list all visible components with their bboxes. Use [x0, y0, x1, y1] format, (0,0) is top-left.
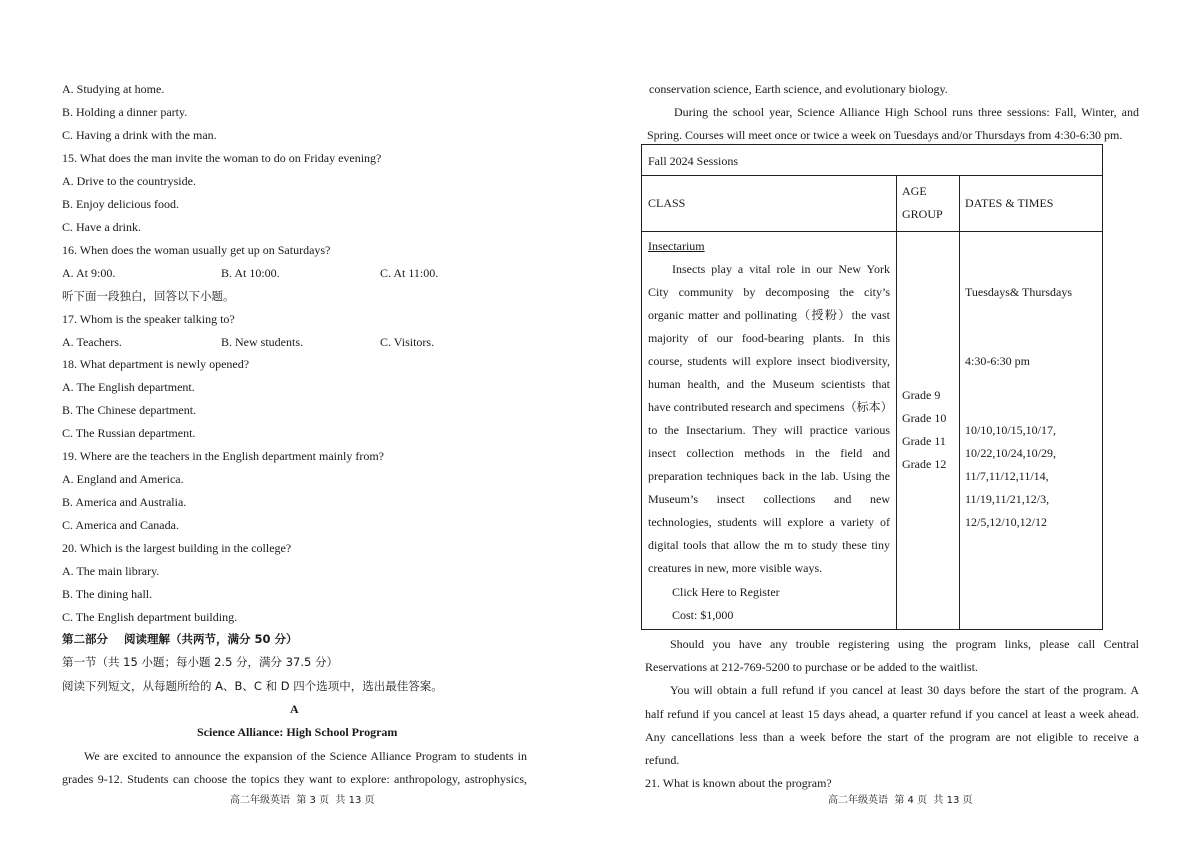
- q14-option-a: A. Studying at home.: [62, 82, 165, 96]
- class-desc-line: insect collection methods in the field and: [648, 446, 890, 460]
- sessions-table: [641, 144, 1103, 630]
- q15-option-c: C. Have a drink.: [62, 220, 141, 234]
- intro-continuation: conservation science, Earth science, and evolutionary biology.: [649, 82, 948, 96]
- class-desc-line: City community by decomposing the city’s: [648, 285, 890, 299]
- session-time: 4:30-6:30 pm: [965, 354, 1030, 368]
- class-desc-line: Museum’s insect collections and new: [648, 492, 890, 506]
- table-divider: [642, 175, 1102, 176]
- q20-option-b: B. The dining hall.: [62, 587, 153, 601]
- refund-line-1: You will obtain a full refund if you cancel at least 30 days before the start of the program. A: [670, 683, 1139, 697]
- q18-option-c: C. The Russian department.: [62, 426, 196, 440]
- q20-question: 20. Which is the largest building in the college?: [62, 541, 292, 555]
- q17-option-c: C. Visitors.: [380, 335, 435, 349]
- table-divider: [642, 231, 1102, 232]
- q19-option-a: A. England and America.: [62, 472, 184, 486]
- q15-question: 15. What does the man invite the woman to do on Friday evening?: [62, 151, 382, 165]
- refund-line-3: Any cancellations less than a week before the start of the program are not eligible to receive a: [645, 730, 1139, 744]
- q18-option-a: A. The English department.: [62, 380, 195, 394]
- register-link[interactable]: Click Here to Register: [672, 585, 780, 599]
- grade-item: Grade 10: [902, 411, 947, 425]
- section1-heading: 第一节（共 15 小题；每小题 2.5 分，满分 37.5 分）: [62, 655, 338, 669]
- header-dates-times: DATES & TIMES: [965, 196, 1054, 210]
- q14-option-c: C. Having a drink with the man.: [62, 128, 217, 142]
- class-desc-line: Insects play a vital role in our New York: [672, 262, 890, 276]
- trouble-line-1: Should you have any trouble registering using the program links, please call Central: [670, 637, 1139, 651]
- class-desc-line: digital tools that allow the m to study these tiny: [648, 538, 890, 552]
- q15-option-a: A. Drive to the countryside.: [62, 174, 196, 188]
- sessions-line-2: Spring. Courses will meet once or twice a week on Tuesdays and/or Thursdays from 4:30-6:30 pm.: [647, 128, 1123, 142]
- part2-heading: 第二部分 阅读理解（共两节，满分 50 分）: [62, 632, 298, 646]
- q18-option-b: B. The Chinese department.: [62, 403, 197, 417]
- header-class: CLASS: [648, 196, 686, 210]
- session-dates-line: 10/10,10/15,10/17,: [965, 423, 1057, 437]
- right-page: [600, 0, 1200, 861]
- refund-line-2: half refund if you cancel at least 15 days ahead, a quarter refund if you cancel at least a week ahead.: [645, 707, 1139, 721]
- grade-item: Grade 9: [902, 388, 941, 402]
- class-desc-line: majority of our food-bearing plants. In this: [648, 331, 890, 345]
- q14-option-b: B. Holding a dinner party.: [62, 105, 188, 119]
- session-dates-line: 10/22,10/24,10/29,: [965, 446, 1057, 460]
- header-group: GROUP: [902, 207, 943, 221]
- q18-question: 18. What department is newly opened?: [62, 357, 250, 371]
- session-dates-line: 11/7,11/12,11/14,: [965, 469, 1049, 483]
- q17-option-a: A. Teachers.: [62, 335, 122, 349]
- session-dates-line: 12/5,12/10,12/12: [965, 515, 1048, 529]
- q19-option-c: C. America and Canada.: [62, 518, 179, 532]
- q19-question: 19. Where are the teachers in the English department mainly from?: [62, 449, 384, 463]
- table-caption: Fall 2024 Sessions: [648, 154, 739, 168]
- session-days: Tuesdays& Thursdays: [965, 285, 1073, 299]
- grade-item: Grade 12: [902, 457, 947, 471]
- intro-line-2: grades 9-12. Students can choose the topics they want to explore: anthropology, astrophysics,: [62, 772, 527, 786]
- class-desc-line: preparation techniques back in the lab. Using the: [648, 469, 890, 483]
- class-cost: Cost: $1,000: [672, 608, 734, 622]
- class-desc-line: to the Insectarium. They will practice various: [648, 423, 890, 437]
- class-title: Insectarium: [648, 239, 705, 253]
- q16-option-c: C. At 11:00.: [380, 266, 439, 280]
- class-desc-line: technologies, students will explore a variety of: [648, 515, 890, 529]
- grade-item: Grade 11: [902, 434, 946, 448]
- class-desc-line: organic matter and pollinating（授粉）the vast: [648, 308, 890, 322]
- header-age: AGE: [902, 184, 927, 198]
- q20-option-a: A. The main library.: [62, 564, 160, 578]
- page-footer-right: 高二年级英语 第 4 页 共 13 页: [828, 795, 973, 806]
- intro-line-1: We are excited to announce the expansion of the Science Alliance Program to students in: [84, 749, 527, 763]
- class-desc-last-line: creatures in new, more visible ways.: [648, 561, 823, 575]
- refund-line-4: refund.: [645, 753, 680, 767]
- q17-option-b: B. New students.: [221, 335, 303, 349]
- class-desc-line: course, students will explore insect biodiversity,: [648, 354, 890, 368]
- passage-letter: A: [290, 702, 299, 716]
- q16-option-b: B. At 10:00.: [221, 266, 280, 280]
- q15-option-b: B. Enjoy delicious food.: [62, 197, 179, 211]
- table-divider: [896, 175, 897, 629]
- q21-question: 21. What is known about the program?: [645, 776, 832, 790]
- table-divider: [959, 175, 960, 629]
- class-desc-line: have contributed research and specimens（标本）: [648, 400, 893, 414]
- q16-option-a: A. At 9:00.: [62, 266, 116, 280]
- q16-question: 16. When does the woman usually get up on Saturdays?: [62, 243, 331, 257]
- q20-option-c: C. The English department building.: [62, 610, 238, 624]
- q19-option-b: B. America and Australia.: [62, 495, 187, 509]
- session-dates-line: 11/19,11/21,12/3,: [965, 492, 1050, 506]
- class-desc-line: human health, and the Museum scientists that: [648, 377, 890, 391]
- sessions-line-1: During the school year, Science Alliance High School runs three sessions: Fall, Winter, and: [674, 105, 1139, 119]
- page-footer-left: 高二年级英语 第 3 页 共 13 页: [230, 795, 375, 806]
- q17-question: 17. Whom is the speaker talking to?: [62, 312, 235, 326]
- reading-instruction: 阅读下列短文，从每题所给的 A、B、C 和 D 四个选项中，选出最佳答案。: [62, 679, 443, 693]
- trouble-line-2: Reservations at 212-769-5200 to purchase or be added to the waitlist.: [645, 660, 978, 674]
- monologue-instruction: 听下面一段独白，回答以下小题。: [62, 289, 235, 303]
- passage-title: Science Alliance: High School Program: [197, 725, 398, 739]
